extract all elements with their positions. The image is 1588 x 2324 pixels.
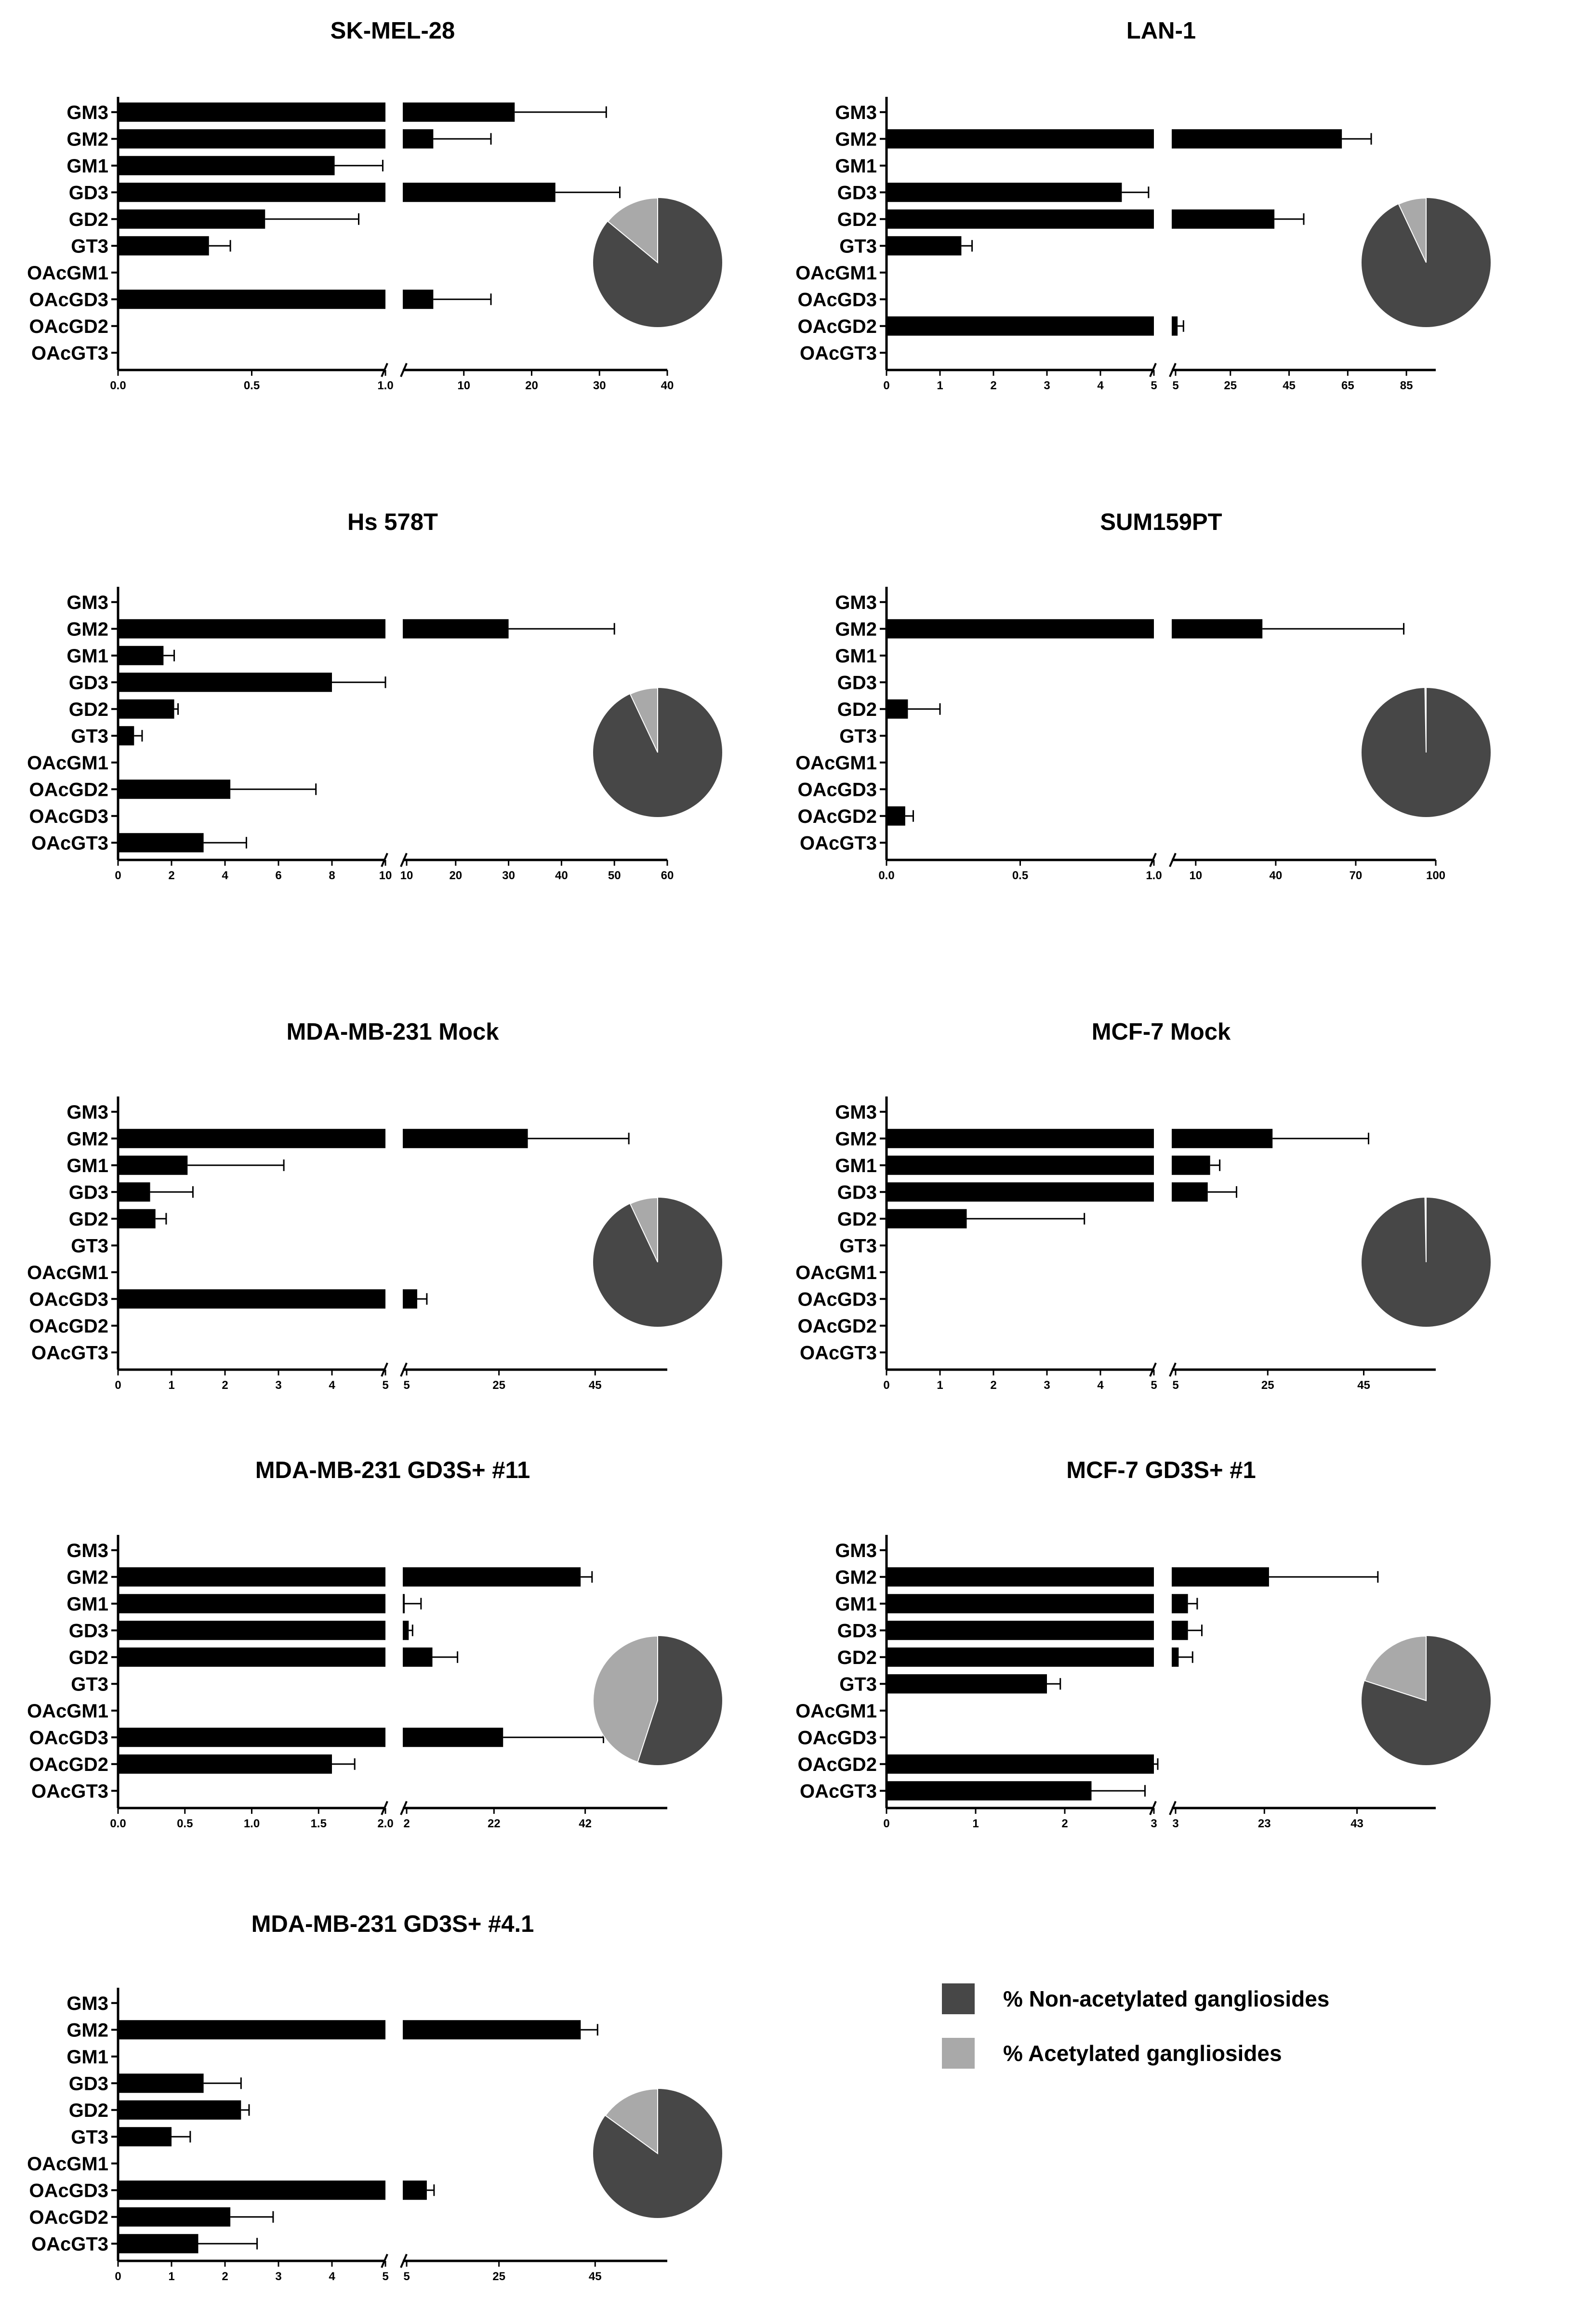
x-tick-label: 4 [329,2270,335,2283]
pie-chart [1362,198,1491,327]
bar-gm1 [887,1594,1154,1613]
bar-gm2 [887,1567,1154,1586]
bar-gm2 [118,129,385,148]
category-label-oacgm1: OAcGM1 [27,752,108,774]
category-label-oacgt3: OAcGT3 [31,1781,108,1802]
chart-title: MCF-7 GD3S+ #1 [1066,1457,1256,1483]
category-label-gd2: GD2 [837,699,877,720]
x-tick-label: 5 [403,1379,410,1392]
x-tick-label: 0.0 [110,1817,126,1830]
category-label-gd3: GD3 [68,1182,108,1203]
pie-chart [1362,1636,1491,1765]
bar-gd3-upper [403,183,556,202]
x-tick-label: 1 [937,1379,943,1392]
bar-gm2-upper [403,619,509,638]
bar-gm2 [118,1567,385,1586]
category-label-gd3: GD3 [837,1182,877,1203]
x-tick-label: 10 [457,379,471,392]
category-label-gm3: GM3 [835,592,877,613]
legend-swatch-non-acetylated [942,1983,975,2014]
x-tick-label: 25 [1261,1379,1274,1392]
x-tick-label: 40 [1269,869,1283,882]
bar-gd3-upper [1172,1621,1188,1640]
bar-gm1-upper [1172,1594,1188,1613]
x-tick-label: 0.5 [1012,869,1029,882]
bar-gt3 [118,236,209,255]
category-label-gm1: GM1 [66,1155,108,1176]
category-label-gd2: GD2 [68,699,108,720]
category-label-gm3: GM3 [835,1101,877,1123]
bar-gm2-upper [1172,1567,1269,1586]
legend-label-non-acetylated: % Non-acetylated gangliosides [1003,1986,1330,2011]
x-tick-label: 8 [329,869,335,882]
pie-chart [593,2089,722,2218]
chart-title: SUM159PT [1100,509,1222,535]
x-tick-label: 5 [1151,379,1157,392]
bar-gd2-upper [403,1648,433,1667]
bar-gm2-upper [403,1129,528,1148]
chart-title: LAN-1 [1126,18,1196,44]
bar-gm2-upper [403,2020,581,2039]
chart-panel-sk-mel-28 [27,18,722,392]
bar-gd3 [118,183,385,202]
category-label-gd3: GD3 [68,1620,108,1642]
chart-title: Hs 578T [347,509,438,535]
category-label-oacgm1: OAcGM1 [27,2153,108,2175]
x-tick-label: 0 [115,2270,121,2283]
x-tick-label: 42 [579,1817,592,1830]
category-label-gm2: GM2 [66,2020,108,2041]
x-tick-label: 43 [1350,1817,1363,1830]
x-tick-label: 23 [1257,1817,1271,1830]
category-label-oacgm1: OAcGM1 [27,262,108,284]
bar-gd3 [118,1621,385,1640]
bar-oacgd3-upper [403,1289,417,1308]
x-tick-label: 2 [1061,1817,1068,1830]
category-label-oacgd2: OAcGD2 [797,805,877,827]
category-label-gm2: GM2 [66,1128,108,1150]
category-label-oacgd3: OAcGD3 [797,779,877,801]
category-label-gm2: GM2 [66,129,108,150]
bar-oacgt3 [118,833,204,852]
category-label-oacgm1: OAcGM1 [27,1700,108,1722]
x-tick-label: 3 [275,1379,282,1392]
bar-gd3 [118,673,332,692]
category-label-oacgt3: OAcGT3 [799,832,877,854]
x-tick-label: 5 [1151,1379,1157,1392]
bar-oacgd2 [118,1755,332,1774]
category-label-gd3: GD3 [837,1620,877,1642]
category-label-gm3: GM3 [835,102,877,123]
category-label-gt3: GT3 [839,1235,877,1257]
pie-chart [1362,688,1491,817]
bar-gd2-upper [1172,210,1274,229]
chart-panel-lan-1 [795,18,1491,392]
pie-chart [593,1198,722,1327]
x-tick-label: 5 [382,1379,389,1392]
bar-gt3 [118,726,134,745]
category-label-oacgt3: OAcGT3 [799,343,877,364]
category-label-oacgd3: OAcGD3 [797,1289,877,1310]
category-label-oacgd2: OAcGD2 [797,316,877,337]
x-tick-label: 45 [1283,379,1296,392]
x-tick-label: 2 [990,379,997,392]
category-label-gd2: GD2 [837,1208,877,1230]
bar-oacgd3 [118,290,385,309]
category-label-gm1: GM1 [66,155,108,177]
bar-gm1-upper [1172,1156,1210,1175]
bar-gm2 [887,129,1154,148]
category-label-gd3: GD3 [837,672,877,694]
bar-oacgd3-upper [403,1728,503,1747]
chart-title: MDA-MB-231 GD3S+ #11 [255,1457,530,1483]
bar-gd2 [887,1648,1154,1667]
bar-gt3 [118,2127,172,2146]
x-tick-label: 2 [990,1379,997,1392]
category-label-oacgd3: OAcGD3 [29,2180,108,2202]
category-label-gm1: GM1 [66,1593,108,1615]
bar-oacgd3 [118,1289,385,1308]
x-tick-label: 40 [661,379,674,392]
category-label-oacgd3: OAcGD3 [29,805,108,827]
category-label-gd2: GD2 [68,209,108,230]
bar-gd3 [118,1182,150,1202]
bar-gt3 [887,1674,1047,1693]
category-label-gm3: GM3 [66,1993,108,2014]
category-label-oacgd2: OAcGD2 [29,316,108,337]
category-label-gm2: GM2 [66,1567,108,1588]
category-label-oacgt3: OAcGT3 [31,832,108,854]
x-tick-label: 0.5 [243,379,260,392]
x-tick-label: 3 [1044,379,1050,392]
bar-gm2 [887,619,1154,638]
bar-gm2 [887,1129,1154,1148]
bar-oacgd3-upper [403,290,433,309]
x-tick-label: 1.0 [243,1817,260,1830]
chart-title: MCF-7 Mock [1091,1019,1231,1045]
bar-gt3 [887,236,961,255]
category-label-gm2: GM2 [835,1567,877,1588]
x-tick-label: 0.0 [110,379,126,392]
x-tick-label: 2.0 [377,1817,394,1830]
bar-oacgd2 [887,806,905,826]
x-tick-label: 1.0 [1146,869,1162,882]
bar-gm1 [887,1156,1154,1175]
chart-title: MDA-MB-231 GD3S+ #4.1 [251,1911,534,1937]
chart-panel-mcf-7-gd3s-1 [795,1457,1491,1830]
category-label-oacgd2: OAcGD2 [29,2206,108,2228]
category-label-gm2: GM2 [66,619,108,640]
bar-gd3 [887,1182,1154,1202]
category-label-gd2: GD2 [68,1647,108,1668]
chart-title: MDA-MB-231 Mock [286,1019,499,1045]
category-label-gm2: GM2 [835,1128,877,1150]
category-label-oacgd2: OAcGD2 [797,1754,877,1775]
x-tick-label: 10 [400,869,413,882]
category-label-gt3: GT3 [71,726,108,747]
x-tick-label: 45 [588,1379,602,1392]
category-label-gt3: GT3 [71,1674,108,1695]
x-tick-label: 0 [115,1379,121,1392]
bar-gm1 [118,1594,385,1613]
x-tick-label: 30 [502,869,515,882]
category-label-gm1: GM1 [835,645,877,667]
bar-oacgt3 [118,2234,198,2253]
x-tick-label: 0 [883,1817,890,1830]
category-label-oacgm1: OAcGM1 [27,1262,108,1283]
x-tick-label: 0 [115,869,121,882]
x-tick-label: 30 [593,379,606,392]
x-tick-label: 1 [972,1817,979,1830]
bar-gm2 [118,1129,385,1148]
x-tick-label: 50 [608,869,621,882]
bar-gd2 [887,210,1154,229]
x-tick-label: 2 [168,869,175,882]
bar-oacgd2 [887,1755,1154,1774]
bar-gd2 [887,700,908,719]
x-tick-label: 5 [1172,1379,1179,1392]
category-label-oacgm1: OAcGM1 [795,752,877,774]
x-tick-label: 0.5 [177,1817,193,1830]
pie-chart [593,1636,722,1765]
bar-gm2 [118,619,385,638]
bar-gm2-upper [403,1567,581,1586]
pie-chart [593,688,722,817]
chart-panel-hs-578t [27,509,722,882]
bar-gm1 [118,156,335,175]
x-tick-label: 1.5 [310,1817,327,1830]
legend [942,1983,1329,2069]
category-label-gm2: GM2 [835,619,877,640]
bar-oacgd2 [887,317,1154,336]
x-tick-label: 40 [555,869,568,882]
category-label-gd2: GD2 [837,209,877,230]
bar-oacgd3 [118,1728,385,1747]
pie-chart [593,198,722,327]
x-tick-label: 10 [1189,869,1203,882]
category-label-gd3: GD3 [68,672,108,694]
x-tick-label: 3 [1044,1379,1050,1392]
x-tick-label: 1 [168,2270,175,2283]
category-label-gm1: GM1 [835,1593,877,1615]
x-tick-label: 60 [661,869,674,882]
chart-panel-mda-mb-231-gd3s-11 [27,1457,722,1830]
bar-oacgd2 [118,779,230,799]
bar-gd3 [118,2073,204,2093]
category-label-oacgd2: OAcGD2 [797,1315,877,1337]
x-tick-label: 5 [403,2270,410,2283]
bar-gm2 [118,2020,385,2039]
legend-swatch-acetylated [942,2038,975,2069]
bar-gd2 [887,1209,967,1228]
x-tick-label: 85 [1400,379,1413,392]
x-tick-label: 100 [1426,869,1446,882]
category-label-gt3: GT3 [839,236,877,257]
category-label-gd2: GD2 [837,1647,877,1668]
x-tick-label: 22 [487,1817,501,1830]
category-label-gt3: GT3 [71,1235,108,1257]
x-tick-label: 0 [883,379,890,392]
category-label-oacgt3: OAcGT3 [31,2233,108,2255]
bar-oacgt3 [887,1781,1092,1800]
x-tick-label: 1 [168,1379,175,1392]
category-label-gt3: GT3 [71,236,108,257]
x-tick-label: 3 [1172,1817,1179,1830]
x-tick-label: 25 [492,2270,505,2283]
x-tick-label: 25 [492,1379,505,1392]
bar-gm3-upper [403,103,515,122]
category-label-gm3: GM3 [66,592,108,613]
category-label-gm1: GM1 [835,155,877,177]
pie-chart [1362,1198,1491,1327]
x-tick-label: 3 [1151,1817,1157,1830]
category-label-oacgt3: OAcGT3 [31,1342,108,1364]
x-tick-label: 2 [222,1379,228,1392]
x-tick-label: 70 [1349,869,1363,882]
bar-gd2 [118,1209,156,1228]
bar-gm2-upper [1172,129,1342,148]
x-tick-label: 25 [1224,379,1237,392]
x-tick-label: 2 [222,2270,228,2283]
category-label-oacgm1: OAcGM1 [795,1262,877,1283]
category-label-gm2: GM2 [835,129,877,150]
category-label-gt3: GT3 [71,2126,108,2148]
x-tick-label: 4 [222,869,228,882]
chart-panel-mda-mb-231-mock [27,1019,722,1392]
bar-gd3 [887,1621,1154,1640]
x-tick-label: 4 [329,1379,335,1392]
x-tick-label: 1.0 [377,379,394,392]
category-label-gm1: GM1 [66,645,108,667]
bar-gm1 [118,646,163,665]
bar-oacgd2 [118,2207,230,2227]
bar-gm1 [118,1156,187,1175]
category-label-oacgd3: OAcGD3 [797,1727,877,1749]
category-label-oacgm1: OAcGM1 [795,262,877,284]
chart-title: SK-MEL-28 [330,18,455,44]
bar-gd2-upper [1172,1648,1178,1667]
category-label-oacgd3: OAcGD3 [29,1727,108,1749]
legend-label-acetylated: % Acetylated gangliosides [1003,2041,1282,2066]
bar-oacgd3 [118,2180,385,2200]
category-label-oacgd2: OAcGD2 [29,779,108,801]
x-tick-label: 20 [449,869,463,882]
category-label-oacgd2: OAcGD2 [29,1754,108,1775]
chart-panel-sum159pt [795,509,1491,882]
category-label-oacgd3: OAcGD3 [29,1289,108,1310]
bar-gd2 [118,210,265,229]
x-tick-label: 65 [1341,379,1354,392]
x-tick-label: 3 [275,2270,282,2283]
category-label-gt3: GT3 [839,1674,877,1695]
category-label-gm3: GM3 [66,1101,108,1123]
x-tick-label: 0 [883,1379,890,1392]
bar-gm2-upper [1172,1129,1272,1148]
x-tick-label: 6 [275,869,282,882]
chart-panel-mcf-7-mock [795,1019,1491,1392]
category-label-oacgd3: OAcGD3 [797,289,877,311]
x-tick-label: 20 [525,379,538,392]
x-tick-label: 5 [382,2270,389,2283]
category-label-oacgt3: OAcGT3 [799,1781,877,1802]
category-label-gd3: GD3 [837,182,877,204]
panels [27,18,1491,2283]
category-label-oacgd2: OAcGD2 [29,1315,108,1337]
category-label-gm3: GM3 [835,1540,877,1561]
x-tick-label: 5 [1172,379,1179,392]
x-tick-label: 2 [403,1817,410,1830]
category-label-gd3: GD3 [68,2073,108,2095]
x-tick-label: 0.0 [878,869,895,882]
bar-oacgd2-upper [1172,317,1178,336]
bar-gd3 [887,183,1122,202]
category-label-gm1: GM1 [66,2046,108,2068]
x-tick-label: 45 [1357,1379,1370,1392]
bar-gd3-upper [1172,1182,1208,1202]
x-tick-label: 4 [1097,1379,1104,1392]
category-label-gt3: GT3 [839,726,877,747]
bar-gd2 [118,1648,385,1667]
bar-gm2-upper [1172,619,1262,638]
category-label-gm3: GM3 [66,102,108,123]
x-tick-label: 10 [379,869,392,882]
bar-gd2 [118,700,174,719]
category-label-gd3: GD3 [68,182,108,204]
bar-gm2-upper [403,129,433,148]
category-label-oacgt3: OAcGT3 [799,1342,877,1364]
bar-gd2 [118,2100,241,2120]
bar-gm3 [118,103,385,122]
category-label-gm1: GM1 [835,1155,877,1176]
x-tick-label: 4 [1097,379,1104,392]
bar-gd3-upper [403,1621,409,1640]
chart-panel-mda-mb-231-gd3s-4-1 [27,1911,722,2283]
category-label-oacgt3: OAcGT3 [31,343,108,364]
x-tick-label: 1 [937,379,943,392]
category-label-oacgd3: OAcGD3 [29,289,108,311]
bar-oacgd3-upper [403,2180,427,2200]
category-label-gd2: GD2 [68,1208,108,1230]
x-tick-label: 45 [588,2270,602,2283]
category-label-gd2: GD2 [68,2100,108,2121]
category-label-oacgm1: OAcGM1 [795,1700,877,1722]
category-label-gm3: GM3 [66,1540,108,1561]
